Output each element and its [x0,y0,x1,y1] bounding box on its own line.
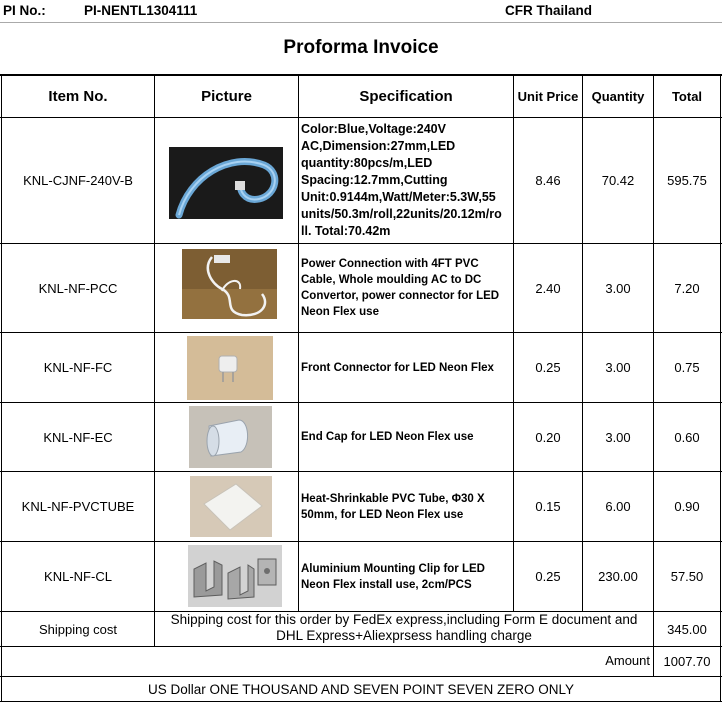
spec-cell [299,403,513,471]
unit-price: 0.25 [535,569,561,584]
header-total: Total [671,89,703,104]
amount-label: Amount [605,653,650,668]
col-line-1 [154,74,155,612]
spec-line: Power Connection with 4FT PVC [301,258,479,270]
line-total: 0.60 [674,429,700,445]
pi-label: PI No.: [3,3,46,18]
unit-price: 2.40 [535,280,561,296]
spec-line: Spacing:12.7mm,Cutting [301,173,448,187]
item-no: KNL-NF-EC [43,429,113,445]
spec-line: Color:Blue,Voltage:240V [301,122,446,136]
item-no: KNL-NF-FC [43,360,113,375]
item-no: KNL-CJNF-240V-B [23,173,133,188]
product-photo-mounting-clip [188,545,282,607]
power-cable-image [182,249,277,319]
line-total: 57.50 [670,569,704,584]
header-specification: Specification [359,88,453,105]
row-line-bottom [0,701,722,702]
spec-line: AC,Dimension:27mm,LED [301,139,456,153]
header-unit-price: Unit Price [517,89,579,104]
product-photo-end-cap [189,406,272,468]
header-quantity: Quantity [591,89,645,104]
spec-cell [299,542,513,611]
unit-price: 8.46 [535,173,561,188]
spec-line: End Cap for LED Neon Flex use [301,431,474,443]
spec-cell [299,333,513,402]
spec-line: Heat-Shrinkable PVC Tube, Φ30 X [301,492,485,505]
quantity: 6.00 [605,499,631,514]
line-total: 7.20 [674,280,700,296]
line-total: 595.75 [667,173,707,188]
spec-cell [299,244,513,332]
shipping-description-line: Shipping cost for this order by FedEx express,including Form E document and [170,612,638,627]
spec-line: ll. Total:70.42m [301,224,391,238]
front-connector-image [187,336,273,400]
pi-number: PI-NENTL1304111 [84,3,198,18]
spec-line: Neon Flex install use, 2cm/PCS [301,578,472,591]
line-total: 0.90 [674,499,700,514]
mounting-clip-image [188,545,282,607]
item-no: KNL-NF-CL [44,569,112,584]
quantity: 70.42 [601,173,635,188]
shipping-amount: 345.00 [667,621,707,637]
end-cap-image [189,406,272,468]
pvc-tube-image [190,476,272,537]
spec-line: Unit:0.9144m,Watt/Meter:5.3W,55 [301,190,496,204]
row-line-shipping [0,646,722,647]
delivery-terms: CFR Thailand [505,3,592,18]
spec-line: Front Connector for LED Neon Flex [301,361,494,374]
amount-value: 1007.70 [663,654,711,669]
spec-cell [299,472,513,541]
shipping-label: Shipping cost [38,621,118,637]
line-total: 0.75 [674,360,700,375]
unit-price: 0.25 [535,360,561,375]
spec-line: Cable, Whole moulding AC to DC [301,274,482,286]
header-item-no: Item No. [48,88,108,105]
spec-line: Neon Flex use [301,306,379,318]
top-border [0,22,722,23]
page-title: Proforma Invoice [283,37,439,58]
spec-line: quantity:80pcs/m,LED [301,156,433,170]
quantity: 230.00 [598,569,638,584]
spec-line: 50mm, for LED Neon Flex use [301,508,464,521]
amount-in-words: US Dollar ONE THOUSAND AND SEVEN POINT SEVEN ZERO ONLY [147,681,575,697]
spec-cell [299,121,513,243]
shipping-description-line: DHL Express+Aliexprsess handling charge [276,628,532,643]
header-picture: Picture [201,88,252,105]
spec-line: Aluminium Mounting Clip for LED [301,562,485,575]
product-photo-pvc-tube [190,476,272,537]
product-photo-power-cable [182,249,277,319]
blue-neon-flex-image [169,147,283,219]
quantity: 3.00 [605,280,631,296]
spec-line: units/50.3m/roll,22units/20.12m/ro [301,207,502,221]
spec-line: Convertor, power connector for LED [301,290,500,302]
quantity: 3.00 [605,360,631,375]
quantity: 3.00 [605,429,631,445]
product-photo-blue-neon-flex [169,147,283,219]
unit-price: 0.20 [535,429,561,445]
unit-price: 0.15 [535,499,561,514]
item-no: KNL-NF-PCC [38,280,118,296]
item-no: KNL-NF-PVCTUBE [21,499,135,514]
product-photo-front-connector [187,336,273,400]
col-line-right [720,74,721,702]
shipping-description [155,612,653,646]
